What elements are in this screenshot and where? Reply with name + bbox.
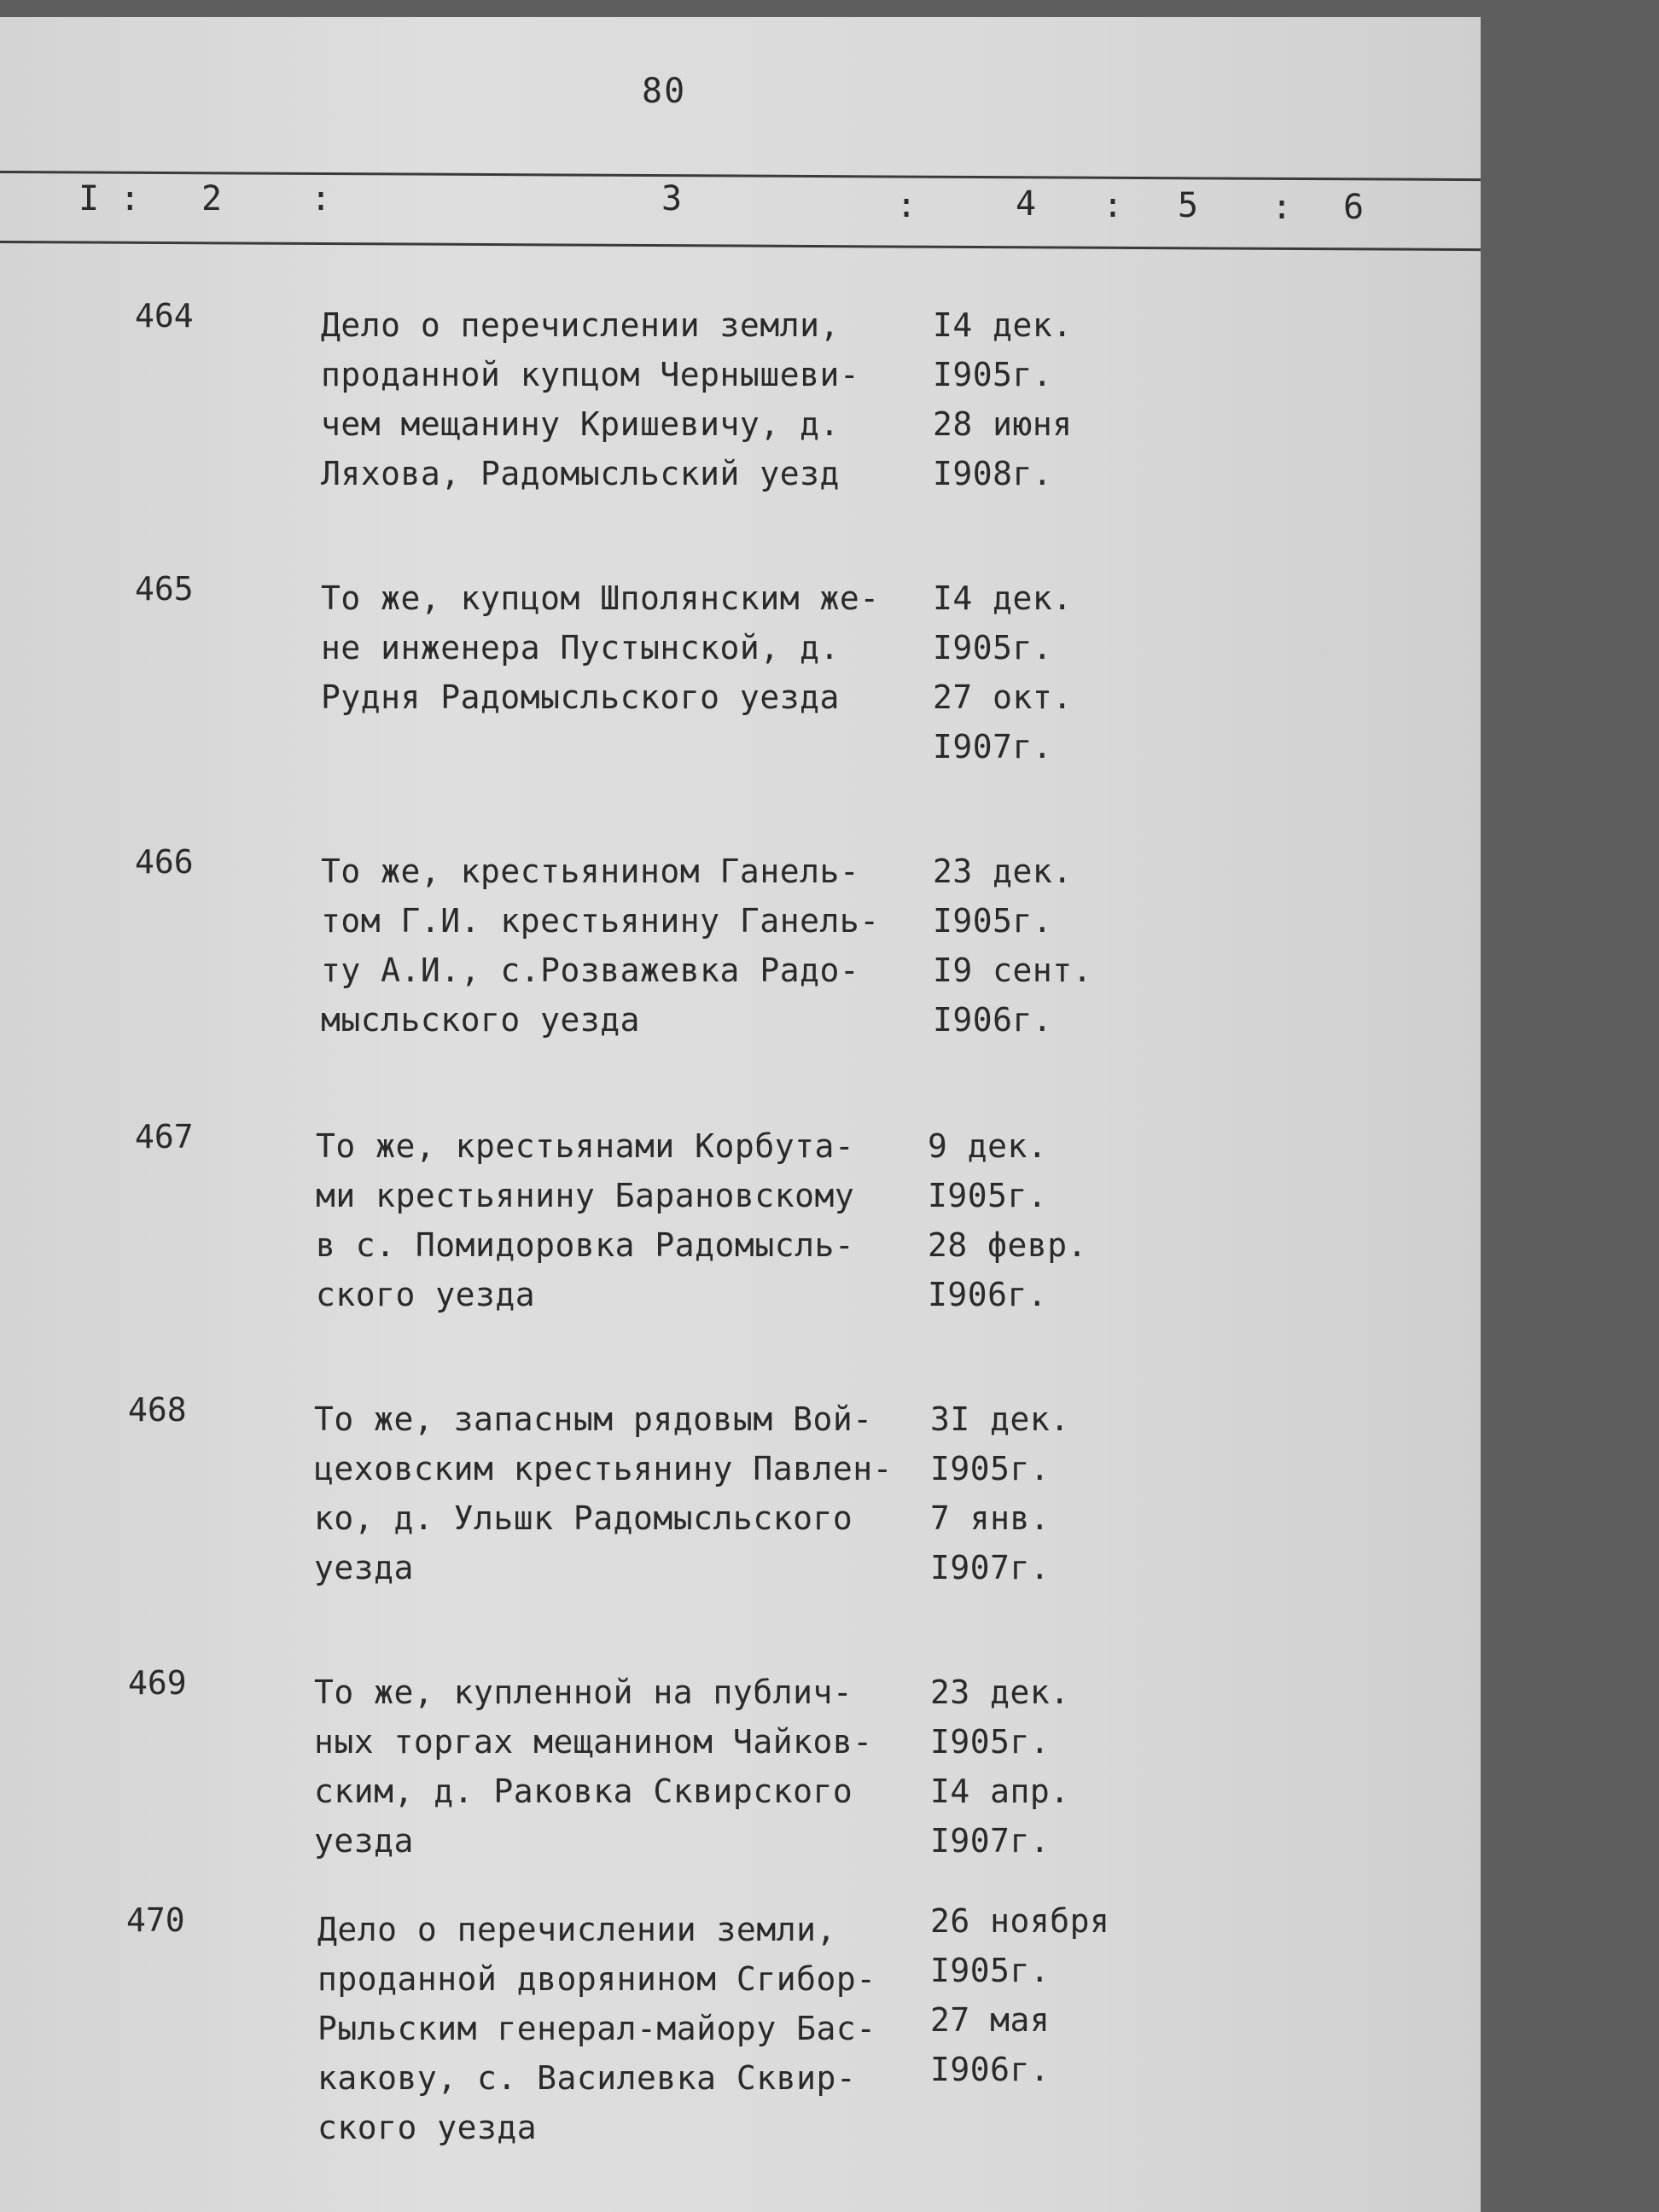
date-line: I905г. bbox=[928, 1177, 1048, 1214]
column-header-1: I : bbox=[79, 179, 141, 218]
entry-number: 470 bbox=[126, 1901, 185, 1939]
date-line: I9 сент. bbox=[933, 952, 1093, 989]
date-line: I905г. bbox=[930, 1723, 1051, 1761]
column-separator-2: : bbox=[311, 179, 332, 218]
entry-description bbox=[314, 1668, 928, 1866]
date-line: 26 ноября bbox=[930, 1902, 1110, 1940]
column-header-3: 3 bbox=[661, 179, 683, 218]
description-line: проданной купцом Чернышеви- bbox=[321, 356, 860, 393]
entry-number: 466 bbox=[135, 843, 194, 881]
description-line: ту А.И., с.Розважевка Радо- bbox=[321, 952, 860, 989]
date-line: I4 дек. bbox=[933, 579, 1073, 617]
description-line: уезда bbox=[314, 1549, 414, 1586]
date-line: I906г. bbox=[930, 2051, 1051, 2088]
date-line: 3I дек. bbox=[930, 1400, 1070, 1438]
entry-dates bbox=[930, 1896, 1135, 2094]
entry-number: 464 bbox=[135, 297, 194, 335]
description-line: ского уезда bbox=[317, 2109, 538, 2146]
date-line: 9 дек. bbox=[928, 1127, 1048, 1165]
header-bottom-rule bbox=[0, 241, 1481, 251]
description-line: ко, д. Ульшк Радомысльского bbox=[314, 1499, 853, 1537]
date-line: I905г. bbox=[933, 356, 1053, 393]
description-line: Дело о перечислении земли, bbox=[317, 1911, 836, 1948]
date-line: I907г. bbox=[930, 1549, 1051, 1586]
date-line: 28 февр. bbox=[928, 1226, 1088, 1264]
entry-dates bbox=[933, 573, 1138, 771]
description-line: То же, крестьянином Ганель- bbox=[321, 853, 860, 890]
description-line: мысльского уезда bbox=[321, 1001, 641, 1039]
entry-dates bbox=[930, 1394, 1135, 1592]
entry-number: 465 bbox=[135, 570, 194, 608]
date-line: 27 мая bbox=[930, 2001, 1051, 2039]
description-line: Ляхова, Радомысльский уезд bbox=[321, 455, 840, 492]
column-separator-3: : bbox=[896, 186, 917, 225]
column-separator-4: : bbox=[1103, 186, 1124, 225]
date-line: I907г. bbox=[930, 1822, 1051, 1860]
entry-description bbox=[321, 573, 935, 722]
column-header-2: 2 bbox=[201, 179, 223, 218]
date-line: I4 апр. bbox=[930, 1773, 1070, 1810]
description-line: не инженера Пустынской, д. bbox=[321, 629, 840, 667]
column-header-6: 6 bbox=[1343, 188, 1365, 227]
date-line: I905г. bbox=[930, 1450, 1051, 1487]
description-line: чем мещанину Кришевичу, д. bbox=[321, 405, 840, 443]
date-line: I907г. bbox=[933, 728, 1053, 765]
entry-description bbox=[314, 1394, 928, 1592]
description-line: То же, крестьянами Корбута- bbox=[316, 1127, 855, 1165]
description-line: ми крестьянину Барановскому bbox=[316, 1177, 855, 1214]
date-line: 27 окт. bbox=[933, 678, 1073, 716]
date-line: I905г. bbox=[930, 1952, 1051, 1989]
description-line: проданной дворянином Сгибор- bbox=[317, 1960, 876, 1998]
entry-dates bbox=[930, 1668, 1135, 1866]
description-line: То же, купленной на публич- bbox=[314, 1674, 853, 1711]
description-line: какову, с. Василевка Сквир- bbox=[317, 2059, 857, 2097]
column-separator-5: : bbox=[1272, 188, 1293, 227]
date-line: I4 дек. bbox=[933, 306, 1073, 344]
description-line: ных торгах мещанином Чайков- bbox=[314, 1723, 873, 1761]
column-header-4: 4 bbox=[1016, 184, 1037, 224]
entry-number: 468 bbox=[128, 1391, 187, 1429]
entry-number: 467 bbox=[135, 1118, 194, 1155]
description-line: То же, купцом Шполянским же- bbox=[321, 579, 880, 617]
date-line: 28 июня bbox=[933, 405, 1073, 443]
entry-dates bbox=[933, 300, 1138, 498]
date-line: I908г. bbox=[933, 455, 1053, 492]
header-top-rule bbox=[0, 171, 1481, 181]
entry-description bbox=[316, 1121, 930, 1319]
entry-dates bbox=[928, 1121, 1132, 1319]
entry-description bbox=[317, 1905, 932, 2152]
description-line: То же, запасным рядовым Вой- bbox=[314, 1400, 873, 1438]
page-number: 80 bbox=[642, 72, 687, 111]
document-page bbox=[0, 17, 1481, 2212]
description-line: цеховским крестьянину Павлен- bbox=[314, 1450, 893, 1487]
entry-number: 469 bbox=[128, 1664, 187, 1702]
entry-description bbox=[321, 300, 935, 498]
date-line: I906г. bbox=[933, 1001, 1053, 1039]
description-line: ского уезда bbox=[316, 1276, 536, 1313]
description-line: в с. Помидоровка Радомысль- bbox=[316, 1226, 855, 1264]
description-line: том Г.И. крестьянину Ганель- bbox=[321, 902, 880, 940]
date-line: I905г. bbox=[933, 902, 1053, 940]
entry-dates bbox=[933, 847, 1138, 1045]
date-line: 23 дек. bbox=[930, 1674, 1070, 1711]
description-line: ским, д. Раковка Сквирского bbox=[314, 1773, 853, 1810]
date-line: I905г. bbox=[933, 629, 1053, 667]
description-line: Дело о перечислении земли, bbox=[321, 306, 840, 344]
date-line: 7 янв. bbox=[930, 1499, 1051, 1537]
description-line: Рудня Радомысльского уезда bbox=[321, 678, 840, 716]
description-line: Рыльским генерал-майору Бас- bbox=[317, 2010, 876, 2047]
entry-description bbox=[321, 847, 935, 1045]
date-line: 23 дек. bbox=[933, 853, 1073, 890]
date-line: I906г. bbox=[928, 1276, 1048, 1313]
description-line: уезда bbox=[314, 1822, 414, 1860]
column-header-5: 5 bbox=[1178, 186, 1199, 225]
